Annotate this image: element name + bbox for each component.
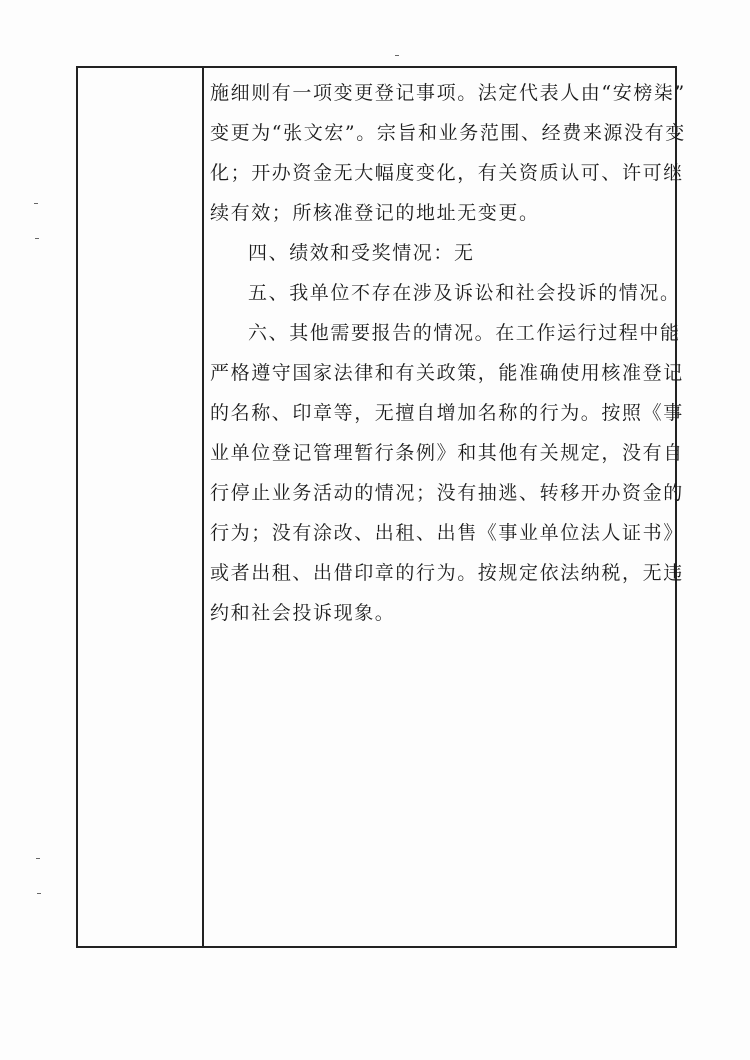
text-line: 约和社会投诉现象。: [210, 602, 396, 624]
text-line: 行为；没有涂改、出租、出售《事业单位法人证书》: [210, 522, 684, 544]
scan-mark: [395, 55, 399, 56]
section-six: 六、其他需要报告的情况。在工作运行过程中能: [248, 322, 681, 344]
content-cell: [210, 73, 686, 633]
text-line: 的名称、印章等，无擅自增加名称的行为。按照《事: [210, 402, 684, 424]
section-five: 五、我单位不存在涉及诉讼和社会投诉的情况。: [248, 282, 681, 304]
text-line: 续有效；所核准登记的地址无变更。: [210, 202, 540, 224]
section-four: 四、绩效和受奖情况：无: [248, 242, 475, 264]
column-divider: [202, 66, 204, 948]
text-line: 行停止业务活动的情况；没有抽逃、转移开办资金的: [210, 482, 684, 504]
text-line: 化；开办资金无大幅度变化，有关资质认可、许可继: [210, 162, 684, 184]
text-line: 变更为“张文宏”。宗旨和业务范围、经费来源没有变: [210, 122, 686, 144]
text-line: 施细则有一项变更登记事项。法定代表人由“安榜柒”: [210, 82, 686, 104]
scan-mark: [34, 203, 38, 204]
scan-mark: [37, 893, 41, 894]
scan-mark: [35, 238, 39, 239]
label-cell: [78, 68, 202, 946]
text-line: 严格遵守国家法律和有关政策，能准确使用核准登记: [210, 362, 684, 384]
scan-mark: [36, 858, 40, 859]
text-line: 或者出租、出借印章的行为。按规定依法纳税，无违: [210, 562, 684, 584]
text-line: 业单位登记管理暂行条例》和其他有关规定，没有自: [210, 442, 684, 464]
